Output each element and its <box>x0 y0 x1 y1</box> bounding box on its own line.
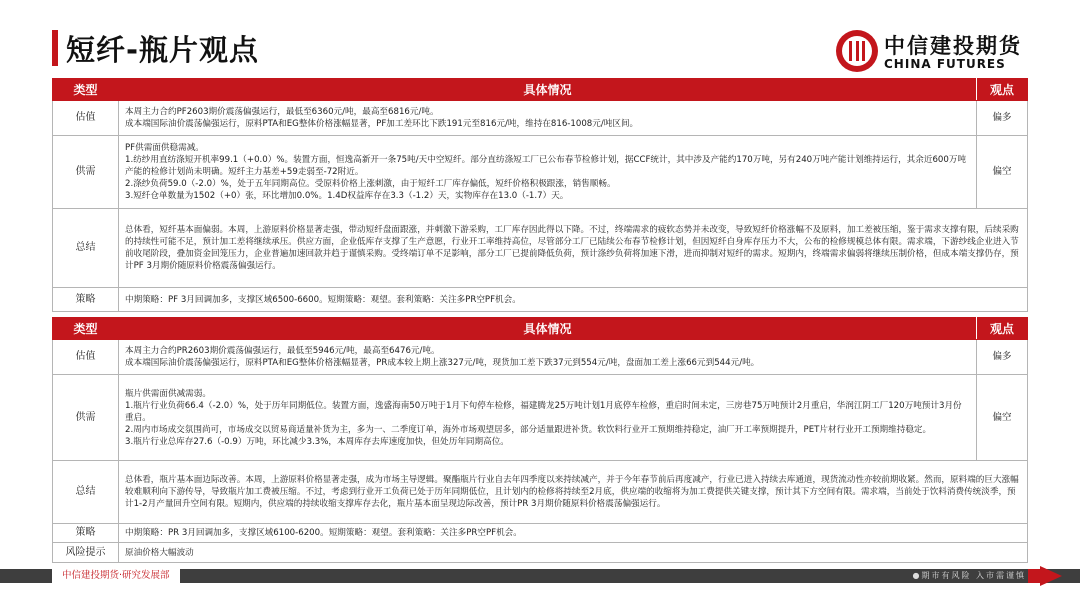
header-type: 类型 <box>53 318 119 340</box>
table-header-row <box>53 79 1028 101</box>
pr-supply-label: 供需 <box>53 375 119 461</box>
pr-supply-line: 2.周内市场成交氛围尚可，市场成交以贸易商适量补货为主，多为一、二季度订单，海外市场观望居多，部分适量跟进补货。软饮料行业开工预期维持稳定，油厂开工率预期提升，PET片材行业开工预期维持稳定。 <box>125 424 932 435</box>
pr-supply-line: 瓶片供需面供减需弱。 <box>125 388 211 399</box>
pf-valuation-detail <box>119 101 977 136</box>
header-view: 观点 <box>977 79 1028 101</box>
pf-supply-label: 供需 <box>53 136 119 209</box>
pf-strategy-text: 中期策略：PF 3月回调加多，支撑区域6500-6600。短期策略：观望。套利策略：关注多PR空PF机会。 <box>119 288 1028 312</box>
table-row-pf-strategy <box>53 288 1028 312</box>
pf-valuation-line: 成本端国际油价震荡偏强运行，原料PTA和EG整体价格涨幅显著，PF加工差环比下跌191元至816元/吨，维持在816-1008元/吨区间。 <box>125 119 639 129</box>
table-row-pr-valuation <box>53 340 1028 375</box>
pr-supply-line: 3.瓶片行业总库存27.6（-0.9）万吨，环比减少3.3%，本周库存去库速度加快，但处历年同期高位。 <box>125 436 509 447</box>
footer-arrow-icon <box>1040 566 1062 586</box>
pr-valuation-line: 成本端国际油价震荡偏强运行，原料PTA和EG整体价格涨幅显著，PR成本较上期上涨327元/吨，现货加工差下跌37元到554元/吨，盘面加工差上涨66元到544元/吨。 <box>125 358 760 368</box>
pf-summary-text: 总体看，短纤基本面偏弱。本周，上游原料价格显著走强，带动短纤盘面跟涨，并刺激下游采购，工厂库存因此得以下降。不过，终端需求的疲软态势并未改变，导致短纤价格涨幅不及原料，加工差被压缩，鉴于需求支撑有限，后续采购的持续性可能不足，预计加工差将继续承压。供应方面，企业低库存支撑了生产意愿，行业开工率维持高位，尽管部分工厂已陆续公布春节检修计划，但因短纤自身库存压力不大，公布的检修规模总体有限。需求端，下游纱线企业进入节前收尾阶段，叠加资金回笼压力，企业普遍加速回款并趋于谨慎采购。受终端订单不足影响，部分工厂已提前降低负荷，预计涤纱负荷将加速下滑，进而抑制对短纤的需求。短期内，终端需求偏弱将继续压制价格，但成本端支撑仍存，预计PF 3月期价随原料价格震荡偏强运行。 <box>119 209 1028 288</box>
pr-valuation-label: 估值 <box>53 340 119 375</box>
pf-supply-line: 2.涤纱负荷59.0（-2.0）%，处于五年同期高位。受原料价格上涨刺激，由于短纤工厂库存偏低，短纤价格积极跟涨，销售顺畅。 <box>125 179 616 189</box>
pr-strategy-text: 中期策略：PR 3月回调加多，支撑区域6100-6200。短期策略：观望。套利策略：关注多PR空PF机会。 <box>119 524 1028 543</box>
header-type: 类型 <box>53 79 119 101</box>
pf-valuation-label: 估值 <box>53 101 119 136</box>
table-row-pr-strategy <box>53 524 1028 543</box>
table-row-pr-supply <box>53 375 1028 461</box>
pr-supply-detail <box>119 375 977 461</box>
citic-logo-icon <box>836 30 878 72</box>
table-row-pf-valuation <box>53 101 1028 136</box>
footer-department: 中信建投期货·研究发展部 <box>52 569 180 583</box>
header-detail: 具体情况 <box>119 318 977 340</box>
pr-valuation-view: 偏多 <box>977 340 1028 375</box>
title-accent-bar <box>52 30 58 66</box>
pr-valuation-detail <box>119 340 977 375</box>
pf-valuation-view: 偏多 <box>977 101 1028 136</box>
pf-view-table <box>52 78 1028 312</box>
pf-summary-label: 总结 <box>53 209 119 288</box>
pf-strategy-label: 策略 <box>53 288 119 312</box>
table-header-row <box>53 318 1028 340</box>
pr-supply-line: 1.瓶片行业负荷66.4（-2.0）%，处于历年同期低位。装置方面，逸盛海南50万吨于1月下旬停车检修，福建腾龙25万吨计划1月底停车检修，重启时间未定，三房巷75万吨预计2月重启，华润江阴工厂120万吨预计3月份重启。 <box>125 400 962 423</box>
pr-supply-view: 偏空 <box>977 375 1028 461</box>
logo-chinese-name: 中信建投期货 <box>884 34 1022 58</box>
pr-risk-label: 风险提示 <box>53 543 119 563</box>
footer-risk-warning: ●期市有风险 入市需谨慎 <box>912 571 1026 580</box>
logo-english-name: CHINA FUTURES <box>884 57 1006 71</box>
pf-supply-line: 3.短纤仓单数量为1502（+0）张，环比增加0.0%。1.4D权益库存在3.3（-1.2）天，实物库存在13.0（-1.7）天。 <box>125 191 569 201</box>
pf-supply-view: 偏空 <box>977 136 1028 209</box>
table-row-pf-supply <box>53 136 1028 209</box>
pf-valuation-line: 本周主力合约PF2603期价震荡偏强运行，最低至6360元/吨，最高至6816元/吨。 <box>125 107 439 117</box>
page-title: 短纤-瓶片观点 <box>66 33 260 67</box>
table-row-pf-summary <box>53 209 1028 288</box>
pf-supply-line: PF供需面供稳需减。 <box>125 143 204 153</box>
company-logo <box>836 30 1036 74</box>
header-view: 观点 <box>977 318 1028 340</box>
table-row-pr-risk <box>53 543 1028 563</box>
pr-summary-text: 总体看，瓶片基本面边际改善。本周，上游原料价格显著走强，成为市场主导逻辑。聚酯瓶片行业自去年四季度以来持续减产，并于今年春节前后再度减产，行业已进入持续去库通道，现货流动性亦较前期收紧。然而，原料端的巨大涨幅较难顺利向下游传导，导致瓶片加工费被压缩。不过，考虑到行业开工负荷已处于历年同期低位，且计划内的检修将持续至2月底，供应端的收缩将为加工费提供关键支撑，预计其下方空间有限。需求端，当前处于饮料消费传统淡季，预计1-2月产量回升空间有限。短期内，供应端的持续收缩支撑库存去化，瓶片基本面呈现边际改善，预计PR 3月期价随原料价格震荡偏强运行。 <box>119 461 1028 524</box>
pr-strategy-label: 策略 <box>53 524 119 543</box>
pf-supply-detail <box>119 136 977 209</box>
header-detail: 具体情况 <box>119 79 977 101</box>
pr-valuation-line: 本周主力合约PR2603期价震荡偏强运行，最低至5946元/吨，最高至6476元/吨。 <box>125 346 440 356</box>
pr-view-table <box>52 317 1028 563</box>
pr-risk-text: 原油价格大幅波动 <box>119 543 1028 563</box>
pr-summary-label: 总结 <box>53 461 119 524</box>
table-row-pr-summary <box>53 461 1028 524</box>
pf-supply-line: 1.纺纱用直纺涤短开机率99.1（+0.0）%。装置方面，恒逸高新开一条75吨/天中空短纤。部分直纺涤短工厂已公布春节检修计划，据CCF统计，其中涉及产能约170万吨，另有240万吨产能计划维持运行，其余近600万吨产能的检修计划尚未明确。短纤主力基差+59走弱至-72附近。 <box>125 155 967 177</box>
